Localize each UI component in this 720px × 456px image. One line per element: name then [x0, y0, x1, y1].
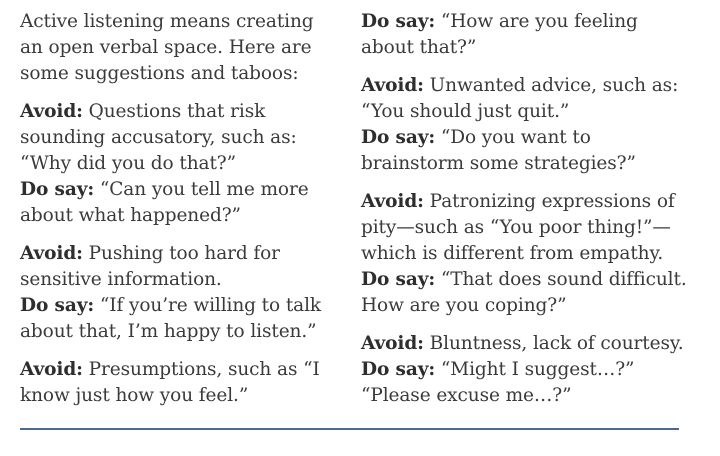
- avoid-label: Avoid:: [361, 333, 424, 354]
- do-say-label: Do say:: [20, 179, 95, 200]
- do-say-label: Do say:: [361, 359, 436, 380]
- do-say-text: “If you’re willing to talk about that, I’m happy to listen.”: [20, 295, 322, 342]
- do-say-label: Do say:: [361, 269, 436, 290]
- avoid-text: Bluntness, lack of courtesy.: [429, 333, 684, 354]
- tip-pair-presumptions: [20, 357, 342, 409]
- do-say-label: Do say:: [20, 295, 95, 316]
- do-say-label: Do say:: [361, 11, 436, 32]
- tip-pair-presumptions-continued: [361, 9, 691, 61]
- avoid-line: [361, 73, 691, 125]
- avoid-label: Avoid:: [20, 359, 83, 380]
- avoid-text: Pushing too hard for sensitive information.: [20, 243, 280, 290]
- tip-pair-advice: [361, 73, 691, 177]
- tip-pair-pity: [361, 189, 691, 319]
- avoid-label: Avoid:: [361, 191, 424, 212]
- right-column: [361, 9, 691, 421]
- tip-pair-pushing: [20, 241, 342, 345]
- avoid-line: [20, 357, 342, 409]
- do-say-line: [361, 267, 691, 319]
- do-say-text: “That does sound difficult. How are you coping?”: [361, 269, 687, 316]
- do-say-line: [20, 177, 342, 229]
- avoid-text: Unwanted advice, such as: “You should just quit.”: [361, 75, 679, 122]
- bottom-divider: [20, 428, 679, 430]
- avoid-line: [361, 331, 691, 357]
- avoid-text: Presumptions, such as “I know just how you feel.”: [20, 359, 320, 406]
- avoid-text: Questions that risk sounding accusatory, such as: “Why did you do that?”: [20, 101, 297, 174]
- left-column: [20, 9, 342, 421]
- avoid-label: Avoid:: [361, 75, 424, 96]
- do-say-label: Do say:: [361, 127, 436, 148]
- do-say-text: “Can you tell me more about what happened?”: [20, 179, 309, 226]
- do-say-line: [361, 357, 691, 409]
- avoid-text: Patronizing expressions of pity—such as “You poor thing!”—which is different from empathy.: [361, 191, 675, 264]
- avoid-line: [20, 99, 342, 177]
- do-say-text: “Do you want to brainstorm some strategies?”: [361, 127, 636, 174]
- avoid-line: [361, 189, 691, 267]
- tip-pair-accusatory: [20, 99, 342, 229]
- tip-pair-bluntness: [361, 331, 691, 409]
- intro-text: Active listening means creating an open verbal space. Here are some suggestions and taboos:: [20, 11, 314, 84]
- avoid-label: Avoid:: [20, 101, 83, 122]
- avoid-label: Avoid:: [20, 243, 83, 264]
- do-say-line: [361, 9, 691, 61]
- avoid-line: [20, 241, 342, 293]
- do-say-line: [20, 293, 342, 345]
- do-say-text: “How are you feeling about that?”: [361, 11, 638, 58]
- do-say-text: “Might I suggest…?” “Please excuse me…?”: [361, 359, 635, 406]
- do-say-line: [361, 125, 691, 177]
